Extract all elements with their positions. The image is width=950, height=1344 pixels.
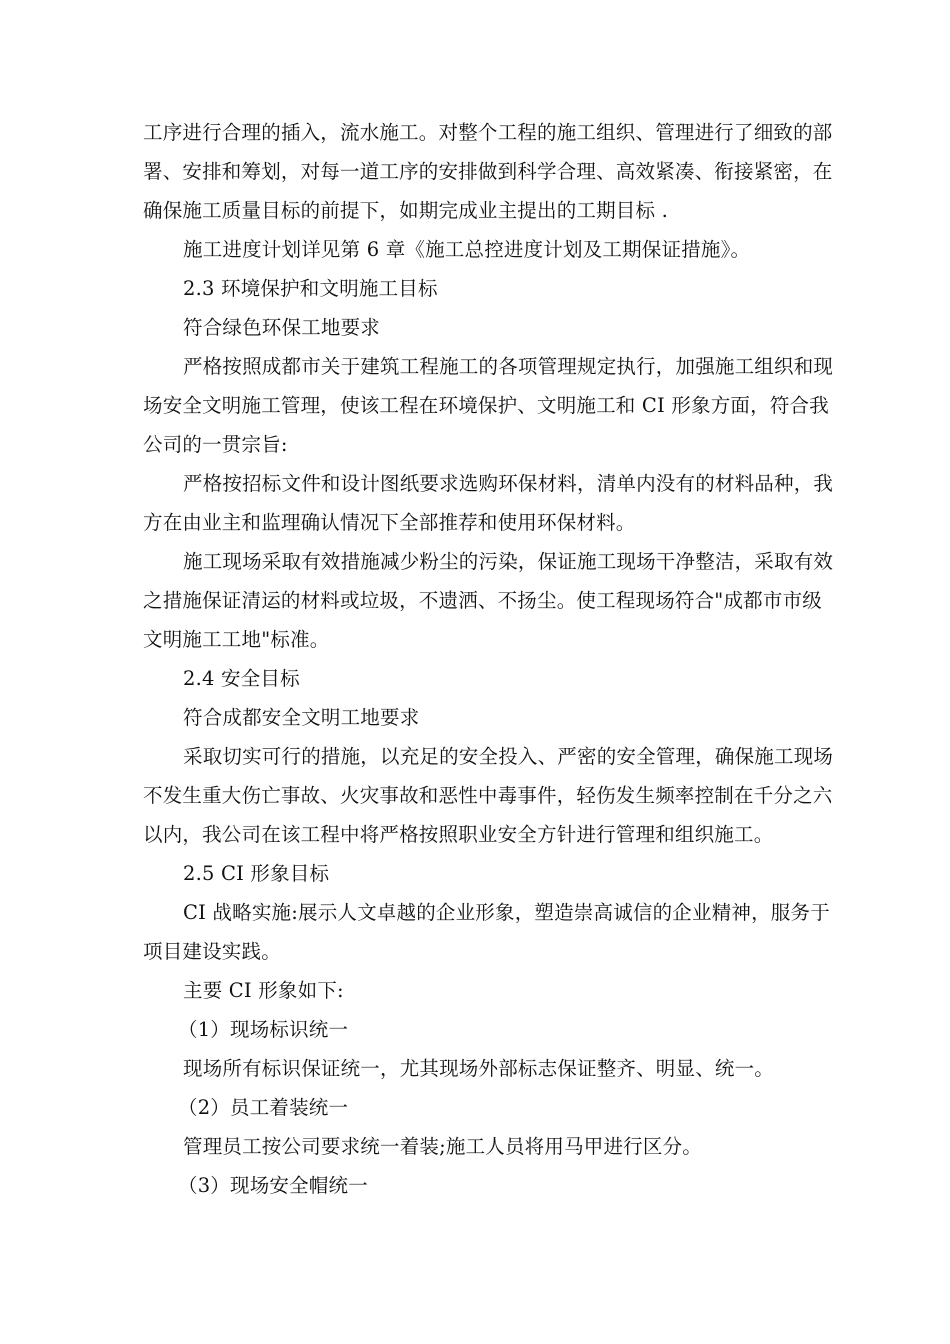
text-line: 方在由业主和监理确认情况下全部推荐和使用环保材料。 [143, 511, 636, 534]
section-heading: 2.3 环境保护和文明施工目标 [183, 277, 438, 300]
text-line: 署、安排和筹划，对每一道工序的安排做到科学合理、高效紧凑、衔接紧密，在 [143, 160, 833, 183]
list-item-heading: （1）现场标识统一 [178, 1018, 349, 1041]
text-line: 现场所有标识保证统一，尤其现场外部标志保证整齐、明显、统一。 [183, 1057, 775, 1080]
list-item-heading: （2）员工着装统一 [178, 1096, 349, 1119]
text-line: 主要 CI 形象如下: [183, 979, 344, 1002]
text-line: CI 战略实施:展示人文卓越的企业形象，塑造崇高诚信的企业精神，服务于 [183, 901, 830, 924]
text-line: 项目建设实践。 [143, 940, 281, 963]
text-line: 之措施保证清运的材料或垃圾，不遗洒、不扬尘。使工程现场符合"成都市市级 [143, 589, 822, 612]
text-line: 场安全文明施工管理，使该工程在环境保护、文明施工和 CI 形象方面，符合我 [143, 394, 829, 417]
text-line: 管理员工按公司要求统一着装;施工人员将用马甲进行区分。 [183, 1135, 702, 1158]
text-line: 符合成都安全文明工地要求 [183, 706, 420, 729]
text-line: 不发生重大伤亡事故、火灾事故和恶性中毒事件，轻伤发生频率控制在千分之六 [143, 784, 833, 807]
text-line: 施工进度计划详见第 6 章《施工总控进度计划及工期保证措施》。 [183, 238, 751, 261]
text-line: 符合绿色环保工地要求 [183, 316, 381, 339]
text-line: 文明施工工地"标准。 [143, 628, 330, 651]
section-heading: 2.5 CI 形象目标 [183, 862, 330, 885]
text-line: 施工现场采取有效措施减少粉尘的污染，保证施工现场干净整洁，采取有效 [183, 550, 834, 573]
text-line: 工序进行合理的插入，流水施工。对整个工程的施工组织、管理进行了细致的部 [143, 121, 833, 144]
text-line: 严格按招标文件和设计图纸要求选购环保材料，清单内没有的材料品种，我 [183, 472, 834, 495]
text-line: 公司的一贯宗旨: [143, 433, 288, 456]
text-line: 以内，我公司在该工程中将严格按照职业安全方针进行管理和组织施工。 [143, 823, 774, 846]
text-line: 严格按照成都市关于建筑工程施工的各项管理规定执行，加强施工组织和现 [183, 355, 834, 378]
section-heading: 2.4 安全目标 [183, 667, 300, 690]
text-line: 确保施工质量目标的前提下，如期完成业主提出的工期目标 . [143, 199, 668, 222]
list-item-heading: （3）现场安全帽统一 [178, 1174, 368, 1197]
text-line: 采取切实可行的措施，以充足的安全投入、严密的安全管理，确保施工现场 [183, 745, 834, 768]
